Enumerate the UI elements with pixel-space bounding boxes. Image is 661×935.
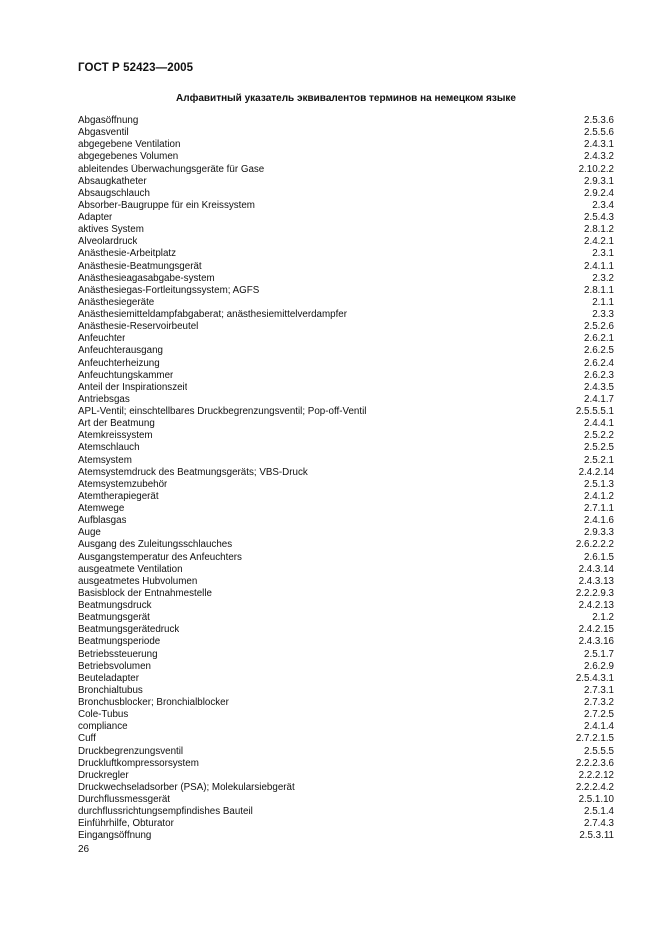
index-ref: 2.6.2.2.2 (575, 539, 614, 551)
index-entry (78, 248, 614, 260)
index-term: Atemkreissystem (78, 430, 153, 442)
index-entry (78, 406, 614, 418)
index-ref: 2.1.1 (592, 296, 614, 308)
index-ref: 2.8.1.1 (584, 284, 614, 296)
index-ref: 2.4.3.1 (584, 139, 614, 151)
index-term: Anfeuchter (78, 333, 126, 345)
index-term: Atemsystemdruck des Beatmungsgeräts; VBS-Druck (78, 466, 308, 478)
index-ref: 2.6.2.5 (584, 345, 614, 357)
index-ref: 2.5.1.3 (584, 478, 614, 490)
index-entry (78, 467, 614, 479)
index-entry (78, 576, 614, 588)
index-entry (78, 442, 614, 454)
index-entry (78, 382, 614, 394)
index-entry (78, 261, 614, 273)
index-term: ableitendes Überwachungsgeräte für Gase (78, 163, 265, 175)
page-number: 26 (78, 844, 90, 855)
index-entry (78, 830, 614, 842)
index-term: Cole-Tubus (78, 709, 129, 721)
index-entry (78, 491, 614, 503)
index-entry (78, 649, 614, 661)
index-term: Einführhilfe, Obturator (78, 818, 174, 830)
index-entry (78, 164, 614, 176)
index-ref: 2.4.2.15 (578, 624, 614, 636)
index-term: Anteil der Inspirationszeit (78, 381, 188, 393)
index-term: Atemsystem (78, 454, 132, 466)
index-term: Druckluftkompressorsystem (78, 757, 199, 769)
index-entry (78, 782, 614, 794)
index-term: compliance (78, 721, 128, 733)
index-ref: 2.6.1.5 (584, 551, 614, 563)
index-ref: 2.4.2.14 (578, 466, 614, 478)
index-ref: 2.7.2.1.5 (575, 733, 614, 745)
index-term: Cuff (78, 733, 96, 745)
index-term: Beatmungsgerätedruck (78, 624, 180, 636)
index-ref: 2.2.2.12 (578, 769, 614, 781)
index-term: Bronchialtubus (78, 684, 143, 696)
index-ref: 2.7.2.5 (584, 709, 614, 721)
index-entry (78, 430, 614, 442)
index-entry (78, 733, 614, 745)
index-ref: 2.3.4 (592, 199, 614, 211)
index-ref: 2.5.2.1 (584, 454, 614, 466)
index-entry (78, 200, 614, 212)
index-term: Adapter (78, 212, 113, 223)
index-term: Atemsystemzubehör (78, 478, 168, 490)
index-entry (78, 758, 614, 770)
index-entry (78, 309, 614, 321)
index-entry (78, 539, 614, 551)
index-entry (78, 673, 614, 685)
index-ref: 2.4.1.7 (584, 393, 614, 405)
index-ref: 2.5.2.2 (584, 430, 614, 442)
index-term: Anästhesie-Beatmungsgerät (78, 260, 202, 272)
index-term: Anästhesiegas-Fortleitungssystem; AGFS (78, 284, 260, 296)
index-ref: 2.7.3.2 (584, 697, 614, 708)
index-ref: 2.6.2.9 (584, 660, 614, 672)
index-entry (78, 661, 614, 673)
index-entry (78, 236, 614, 248)
index-ref: 2.4.4.1 (584, 418, 614, 430)
index-ref: 2.5.4.3 (584, 212, 614, 223)
index-term: Absaugkatheter (78, 175, 147, 187)
index-term: Beatmungsperiode (78, 636, 161, 648)
index-term: durchflussrichtungsempfindishes Bauteil (78, 806, 253, 818)
index-term: Ausgangstemperatur des Anfeuchters (78, 551, 242, 563)
index-ref: 2.5.5.5.1 (575, 406, 614, 417)
index-entry (78, 394, 614, 406)
index-entry (78, 370, 614, 382)
index-entry (78, 273, 614, 285)
index-term: Atemtherapiegerät (78, 490, 159, 502)
index-entry (78, 297, 614, 309)
index-term: Ausgang des Zuleitungsschlauches (78, 539, 233, 551)
index-entry (78, 418, 614, 430)
index-term: aktives System (78, 224, 144, 236)
index-ref: 2.4.3.2 (584, 151, 614, 163)
index-entry (78, 746, 614, 758)
index-title: Алфавитный указатель эквивалентов терминов на немецком языке (176, 93, 516, 104)
index-term: Anästhesieagasabgabe-system (78, 272, 215, 284)
index-entry (78, 527, 614, 539)
index-entry (78, 188, 614, 200)
index-entry (78, 770, 614, 782)
index-entry (78, 624, 614, 636)
index-ref: 2.6.2.4 (584, 357, 614, 369)
index-term: Antriebsgas (78, 393, 130, 405)
index-term: abgegebenes Volumen (78, 151, 179, 163)
index-entry (78, 212, 614, 224)
index-ref: 2.2.2.9.3 (575, 587, 614, 599)
index-ref: 2.7.1.1 (584, 503, 614, 514)
index-entry (78, 697, 614, 709)
index-ref: 2.5.2.6 (584, 321, 614, 333)
index-entry (78, 636, 614, 648)
index-entry (78, 612, 614, 624)
index-entry (78, 588, 614, 600)
index-entry (78, 552, 614, 564)
index-term: Anästhesie-Arbeitplatz (78, 248, 177, 260)
index-ref: 2.8.1.2 (584, 224, 614, 236)
index-ref: 2.4.1.6 (584, 515, 614, 527)
index-entry (78, 685, 614, 697)
index-term: Betriebsvolumen (78, 660, 151, 672)
index-ref: 2.9.2.4 (584, 187, 614, 199)
index-term: Aufblasgas (78, 515, 127, 527)
index-entry (78, 503, 614, 515)
index-term: Durchflussmessgerät (78, 794, 171, 805)
index-ref: 2.3.3 (592, 309, 614, 320)
index-term: Druckbegrenzungsventil (78, 745, 184, 757)
index-entry (78, 151, 614, 163)
document-id: ГОСТ Р 52423—2005 (78, 62, 194, 74)
index-entry (78, 709, 614, 721)
index-term: Beatmungsdruck (78, 600, 152, 611)
index-term: Druckregler (78, 769, 129, 781)
index-ref: 2.4.3.5 (584, 381, 614, 393)
index-entry (78, 806, 614, 818)
index-ref: 2.3.1 (592, 248, 614, 260)
index-ref: 2.5.1.7 (584, 648, 614, 660)
index-term: ausgeatmete Ventilation (78, 563, 183, 575)
index-ref: 2.5.5.5 (584, 745, 614, 757)
index-ref: 2.4.2.1 (584, 236, 614, 248)
index-ref: 2.9.3.1 (584, 175, 614, 187)
index-term: Druckwechseladsorber (PSA); Molekularsiebgerät (78, 781, 295, 793)
index-term: Anfeuchtungskammer (78, 369, 174, 381)
index-term: Anästhesie-Reservoirbeutel (78, 321, 199, 333)
index-term: Anästhesiegeräte (78, 296, 155, 308)
index-term: Bronchusblocker; Bronchialblocker (78, 697, 229, 708)
index-term: Beuteladapter (78, 672, 140, 684)
index-term: Anfeuchterheizung (78, 357, 160, 369)
index-ref: 2.2.2.4.2 (575, 781, 614, 793)
index-term: Auge (78, 527, 101, 539)
index-term: Alveolardruck (78, 236, 138, 248)
index-ref: 2.5.5.6 (584, 127, 614, 139)
index-ref: 2.1.2 (592, 612, 614, 624)
index-ref: 2.7.4.3 (584, 818, 614, 830)
index-ref: 2.6.2.1 (584, 333, 614, 345)
index-ref: 2.4.1.4 (584, 721, 614, 733)
index-ref: 2.5.4.3.1 (575, 672, 614, 684)
index-ref: 2.4.3.13 (578, 575, 614, 587)
index-ref: 2.9.3.3 (584, 527, 614, 539)
index-entry (78, 115, 614, 127)
index-term: Abgasöffnung (78, 115, 139, 126)
index-ref: 2.5.3.11 (579, 830, 614, 842)
index-entry (78, 345, 614, 357)
index-entry (78, 564, 614, 576)
index-ref: 2.3.2 (592, 272, 614, 284)
index-entry (78, 721, 614, 733)
index-ref: 2.4.1.1 (584, 260, 614, 272)
index-term: abgegebene Ventilation (78, 139, 181, 151)
index-ref: 2.5.2.5 (584, 442, 614, 454)
index-entry (78, 127, 614, 139)
index-list (78, 115, 614, 843)
index-term: APL-Ventil; einschtellbares Druckbegrenzungsventil; Pop-off-Ventil (78, 406, 367, 417)
index-term: Art der Beatmung (78, 418, 155, 430)
index-term: Atemwege (78, 503, 125, 514)
index-entry (78, 818, 614, 830)
index-term: Absaugschlauch (78, 187, 150, 199)
index-ref: 2.10.2.2 (578, 163, 614, 175)
index-ref: 2.4.1.2 (584, 490, 614, 502)
index-term: Anästhesiemitteldampfabgaberat; anästhesiemittelverdampfer (78, 309, 348, 320)
index-term: Abgasventil (78, 127, 129, 139)
index-entry (78, 176, 614, 188)
index-ref: 2.4.2.13 (578, 600, 614, 611)
index-entry (78, 224, 614, 236)
index-entry (78, 358, 614, 370)
index-term: Eingangsöffnung (78, 830, 152, 842)
index-ref: 2.2.2.3.6 (575, 757, 614, 769)
index-entry (78, 333, 614, 345)
index-entry (78, 321, 614, 333)
index-ref: 2.4.3.16 (578, 636, 614, 648)
index-entry (78, 455, 614, 467)
index-entry (78, 600, 614, 612)
index-ref: 2.6.2.3 (584, 369, 614, 381)
index-term: Betriebssteuerung (78, 648, 158, 660)
index-entry (78, 285, 614, 297)
index-entry (78, 515, 614, 527)
index-entry (78, 479, 614, 491)
index-ref: 2.4.3.14 (578, 563, 614, 575)
index-ref: 2.5.1.10 (578, 794, 614, 805)
index-entry (78, 139, 614, 151)
index-ref: 2.5.3.6 (584, 115, 614, 126)
index-ref: 2.5.1.4 (584, 806, 614, 818)
index-term: Anfeuchterausgang (78, 345, 163, 357)
index-term: Beatmungsgerät (78, 612, 150, 624)
index-term: Atemschlauch (78, 442, 140, 454)
index-ref: 2.7.3.1 (584, 684, 614, 696)
index-entry (78, 794, 614, 806)
index-term: Absorber-Baugruppe für ein Kreissystem (78, 199, 255, 211)
index-term: ausgeatmetes Hubvolumen (78, 575, 198, 587)
index-term: Basisblock der Entnahmestelle (78, 587, 212, 599)
